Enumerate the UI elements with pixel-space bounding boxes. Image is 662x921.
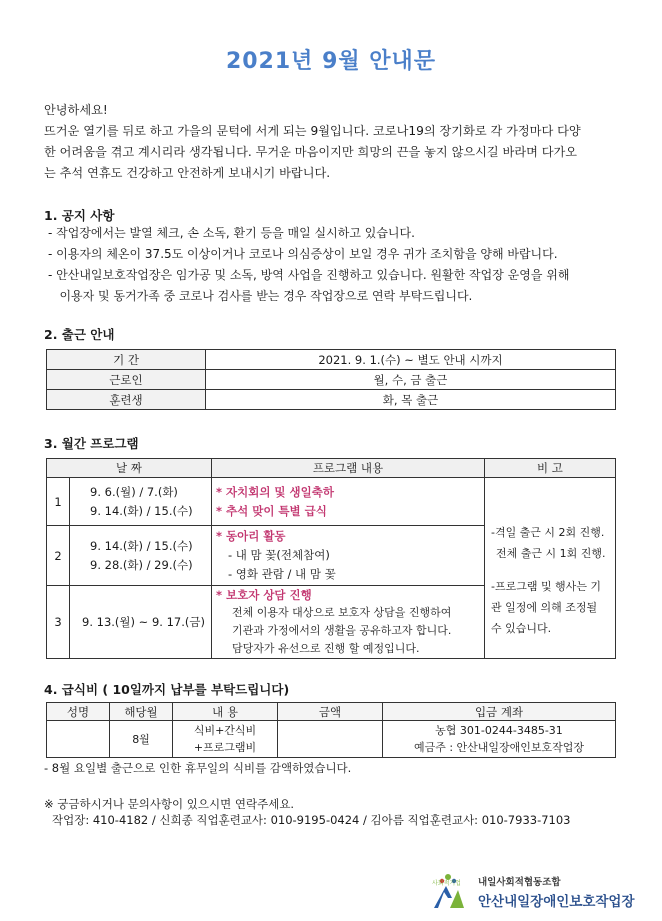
meal-fee-table xyxy=(46,702,616,758)
logo-mark-icon xyxy=(428,868,472,912)
cell-name xyxy=(47,721,110,758)
program-item: * 자치회의 및 생일축하 xyxy=(215,484,334,499)
attendance-table xyxy=(46,349,616,410)
section4-heading: 4. 급식비 ( 10일까지 납부를 부탁드립니다) xyxy=(44,682,290,697)
account-line: 농협 301-0244-3485-31 xyxy=(435,724,563,737)
cell-account xyxy=(383,721,616,758)
section3-heading: 3. 월간 프로그램 xyxy=(44,436,139,451)
header-note: 비 고 xyxy=(484,459,615,478)
date-line: 9. 14.(화) / 15.(수) xyxy=(90,538,193,553)
row-program xyxy=(211,526,484,586)
notice-item: - 작업장에서는 발열 체크, 손 소독, 환기 등을 매일 실시하고 있습니다. xyxy=(48,226,415,240)
header-account: 입금 계좌 xyxy=(383,703,616,721)
section1-heading: 1. 공지 사항 xyxy=(44,208,115,223)
note-line: 관 일정에 의해 조정될 xyxy=(490,601,598,614)
row-number: 2 xyxy=(47,526,70,586)
program-item: * 추석 맞이 특별 급식 xyxy=(215,503,327,518)
intro-line-2: 한 어려움을 겪고 계시리라 생각됩니다. 무거운 마음이지만 희망의 끈을 놓지 않으시길 바라며 다가오 xyxy=(44,145,578,159)
logo-workshop-name: 안산내일장애인보호작업장 xyxy=(478,894,635,910)
table-row xyxy=(47,350,616,370)
intro-line-1: 뜨거운 열기를 뒤로 하고 가을의 문턱에 서게 되는 9월입니다. 코로나19의 장기화로 각 가정마다 다양 xyxy=(44,124,581,138)
date-line: 9. 6.(월) / 7.(화) xyxy=(90,484,178,499)
table-row xyxy=(47,370,616,390)
meal-note: - 8월 요일별 출근으로 인한 휴무일의 식비를 감액하였습니다. xyxy=(44,761,352,775)
row-dates xyxy=(70,526,212,586)
program-title: * 보호자 상담 진행 xyxy=(215,588,312,602)
intro-line-3: 는 추석 연휴도 건강하고 안전하게 보내시기 바랍니다. xyxy=(44,166,331,180)
date-line: 9. 28.(화) / 29.(수) xyxy=(90,557,193,572)
program-item: - 내 맘 꽃(전체참여) xyxy=(227,548,330,562)
notice-item: - 이용자의 체온이 37.5도 이상이거나 코로나 의심증상이 보일 경우 귀가 조치함을 양해 바랍니다. xyxy=(48,247,558,261)
cell-month: 8월 xyxy=(110,721,173,758)
cell-content xyxy=(173,721,278,758)
contact-line-2: 작업장: 410-4182 / 신희종 직업훈련교사: 010-9195-0424 / 김아름 직업훈련교사: 010-7933-7103 xyxy=(52,813,571,827)
program-item: 전체 이용자 대상으로 보호자 상담을 진행하여 xyxy=(231,606,452,619)
greeting: 안녕하세요! xyxy=(44,103,108,117)
note-line: -프로그램 및 행사는 기 xyxy=(490,580,602,593)
table-row xyxy=(47,390,616,410)
note-cell xyxy=(484,478,615,659)
row-dates xyxy=(70,478,212,526)
row-number: 1 xyxy=(47,478,70,526)
date-line: 9. 14.(화) / 15.(수) xyxy=(90,503,193,518)
program-title: * 동아리 활동 xyxy=(215,529,286,543)
contact-line-1: ※ 궁금하시거나 문의사항이 있으시면 연락주세요. xyxy=(44,797,295,811)
note-line: 수 있습니다. xyxy=(490,622,552,635)
account-line: 예금주 : 안산내일장애인보호작업장 xyxy=(413,741,585,754)
program-item: - 영화 관람 / 내 맘 꽃 xyxy=(227,567,336,581)
notice-item: 이용자 및 동거가족 중 코로나 검사를 받는 경우 작업장으로 연락 부탁드립니다. xyxy=(48,289,473,303)
section2-heading: 2. 출근 안내 xyxy=(44,327,115,342)
content-line: 식비+간식비 xyxy=(193,724,257,737)
row-value: 월, 수, 금 출근 xyxy=(206,370,616,390)
cell-amount xyxy=(278,721,383,758)
row-label: 기 간 xyxy=(47,350,206,370)
row-number: 3 xyxy=(47,586,70,659)
table-row xyxy=(47,721,616,758)
row-value: 화, 목 출근 xyxy=(206,390,616,410)
table-header-row xyxy=(47,459,616,478)
header-date: 날 짜 xyxy=(47,459,212,478)
program-table xyxy=(46,458,616,659)
content-line: +프로그램비 xyxy=(193,741,257,754)
note-line: 전체 출근 시 1회 진행. xyxy=(495,547,606,560)
note-spacer xyxy=(491,564,611,576)
row-program xyxy=(211,478,484,526)
header-program: 프로그램 내용 xyxy=(211,459,484,478)
notice-item: - 안산내일보호작업장은 임가공 및 소독, 방역 사업을 진행하고 있습니다. 원활한 작업장 운영을 위해 xyxy=(48,268,570,282)
note-line: -격일 출근 시 2회 진행. xyxy=(490,526,605,539)
row-value: 2021. 9. 1.(수) ~ 별도 안내 시까지 xyxy=(206,350,616,370)
row-label: 근로인 xyxy=(47,370,206,390)
program-item: 기관과 가정에서의 생활을 공유하고자 합니다. xyxy=(231,624,452,637)
logo-small-text: 사회적기업 xyxy=(432,880,461,887)
organization-logo xyxy=(428,868,648,912)
header-name: 성명 xyxy=(47,703,110,721)
page-title: 2021년 9월 안내문 xyxy=(225,49,437,74)
program-item: 담당자가 유선으로 진행 할 예정입니다. xyxy=(231,642,420,655)
header-month: 해당월 xyxy=(110,703,173,721)
header-amount: 금액 xyxy=(278,703,383,721)
row-dates xyxy=(70,586,212,659)
date-line: 9. 13.(월) ~ 9. 17.(금) xyxy=(82,615,205,629)
table-header-row xyxy=(47,703,616,721)
row-label: 훈련생 xyxy=(47,390,206,410)
logo-org-name: 내일사회적협동조합 xyxy=(478,877,561,888)
table-row xyxy=(47,478,616,526)
row-program xyxy=(211,586,484,659)
header-content: 내 용 xyxy=(173,703,278,721)
